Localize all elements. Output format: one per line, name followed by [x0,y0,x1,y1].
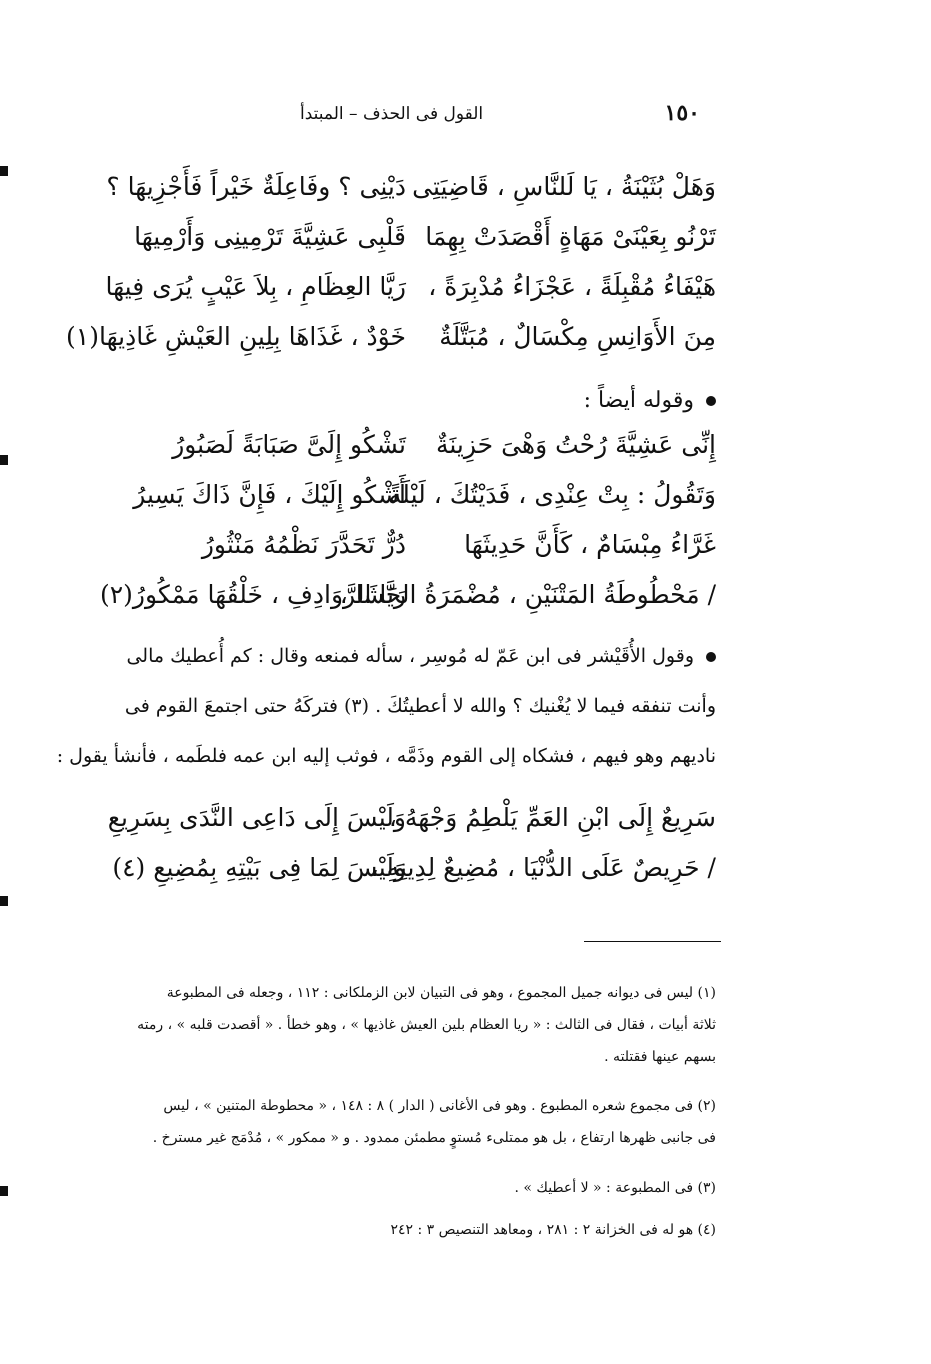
verse-hemistich-second: دَيْنِى ؟ وفَاعِلَةٌ خَيْراً فَأَجْزِيهَا ؟ [106,172,406,201]
footnote-line: (٣) فى المطبوعة : « لا أعطيك » . [514,1180,716,1196]
verse-hemistich-first: هَيْفَاءُ مُقْبِلَةً ، عَجْزَاءُ مُدْبِرَةً ، [428,272,716,301]
running-title: القول فى الحذف – المبتدأ [300,104,484,124]
verse-hemistich-first: إِنِّى عَشِيَّةَ رُحْتُ وَهْىَ حَزِينَةٌ [435,430,716,459]
scan-edge-mark [0,896,8,906]
footnote-line: بسهم عينها فقتلته . [604,1049,716,1065]
verse-hemistich-first: تَرْنُو بِعَيْنَىْ مَهَاةٍ أَقْصَدَتْ بِهِمَا [425,222,716,251]
verse-hemistich-second: قَلْبِى عَشِيَّةَ تَرْمِينِى وَأَرْمِيهَا [134,222,406,251]
verse-hemistich-first: وَهَلْ بُثَيْنَةُ ، يَا لَلنَّاسِ ، قَاضِيَتِى [412,172,716,201]
footnote-line: ثلاثة أبيات ، فقال فى الثالث : « ريا العظام بلين العيش غاذيها » ، وهو خطأ . « أقصدت قلبه » ، رمته [137,1017,716,1033]
footnote-divider [584,941,721,942]
verse-line [99,580,716,626]
verse-hemistich-first: / مَحْطُوطَةُ المَتْنَيْنِ ، مُضْمَرَةُ الحَشَا ، [339,580,716,609]
verse-hemistich-first: مِنَ الأَوَانِسِ مِكْسَالٌ ، مُبَتَّلَةٌ [439,322,716,351]
verse-hemistich-second: دُرٌّ تَحَدَّرَ نَظْمُهُ مَنْثُورُ [201,530,406,559]
prose-line: ناديهم وهو فيهم ، فشكاه إلى القوم وذَمَّه ، فوثب إليه ابن عمه فلطَمه ، فأنشأ يقول : [56,745,716,767]
prose-line: وأنت تنفقه فيما لا يُغْنيك ؟ والله لا أعطيتُكَ . (٣) فتركَهُ حتى اجتمعَ القوم فى [124,695,716,717]
verse-line [116,430,716,476]
prose-text: وقول الأُقَيْشر فى ابن عَمّ له مُوسِر ، سأله فمنعه وقال : كم أُعطيك مالى [126,645,694,667]
footnote-line: (١) ليس فى ديوانه جميل المجموع ، وهو فى التبيان لابن الزملكانى : ١١٢ ، وجعله فى المطبوعة [166,985,716,1001]
verse-hemistich-second: أَشْكُو إِلَيْكَ ، فَإِنَّ ذَاكَ يَسِيرُ [133,480,406,509]
footnote-line: فى جانبى ظهرها ارتفاع ، بل هو ممتلىء مُستوٍ مطمئن ممدود . و « ممكور » ، مُدْمَج غير مسترخ . [152,1130,716,1146]
verse-line [116,222,716,268]
verse-hemistich-second: خَوْدٌ ، غَذَاهَا بِلِينِ العَيْشِ غَاذِيهَا(١) [66,322,406,351]
prose-line [126,645,716,667]
verse-hemistich-first: / حَرِيصٌ عَلَى الدُّنْيَا ، مُضِيعٌ لِدِينِهِ ، [370,853,716,882]
page-header [300,100,700,130]
scan-edge-mark [0,1186,8,1196]
verse-hemistich-second: تَشْكُو إِلَىَّ صَبَابَةً لَصَبُورُ [172,430,406,459]
verse-line [116,530,716,576]
intro-text: وقوله أيضاً : [583,388,694,413]
section-intro [584,388,716,413]
scan-edge-mark [0,455,8,465]
verse-line [116,480,716,526]
verse-line [106,172,716,218]
bullet-icon [706,652,716,662]
verse-hemistich-second: وَلَيْسَ لِمَا فِى بَيْتِهِ بِمُضِيعِ (٤) [112,853,406,882]
verse-line [107,803,716,849]
verse-line [66,322,716,368]
scan-edge-mark [0,166,8,176]
verse-line [112,853,716,899]
bullet-icon [706,396,716,406]
verse-hemistich-first: وَتَقُولُ : بِتْ عِنْدِى ، فَدَيْتُكَ ، لَيْلَةً [388,480,716,509]
footnote-line: (٤) هو له فى الخزانة ٢ : ٢٨١ ، ومعاهد التنصيص ٣ : ٢٤٢ [390,1222,716,1238]
page-number: ١٥٠ [664,100,700,126]
verse-hemistich-second: رَيَّا العِظَامِ ، بِلاَ عَيْبٍ يُرَى فِيهَا [105,272,406,301]
verse-hemistich-second: وَلَيْسَ إِلَى دَاعِى النَّدَى بِسَرِيعِ [107,803,406,832]
verse-line [105,272,716,318]
verse-hemistich-first: غَرَّاءُ مِبْسَامٌ ، كَأَنَّ حَدِيثَهَا [464,530,716,559]
verse-hemistich-first: سَرِيعٌ إِلَى ابْنِ العَمِّ يَلْطِمُ وَجْهَهُ ، [388,803,716,832]
footnote-line: (٢) فى مجموع شعره المطبوع . وهو فى الأغانى ( الدار ) ٨ : ١٤٨ ، « محطوطة المتنين » ، ليس [163,1098,716,1114]
verse-hemistich-second: رَيَّا الرَّوَادِفِ ، خَلْقُهَا مَمْكُورُ(٢) [99,580,406,609]
